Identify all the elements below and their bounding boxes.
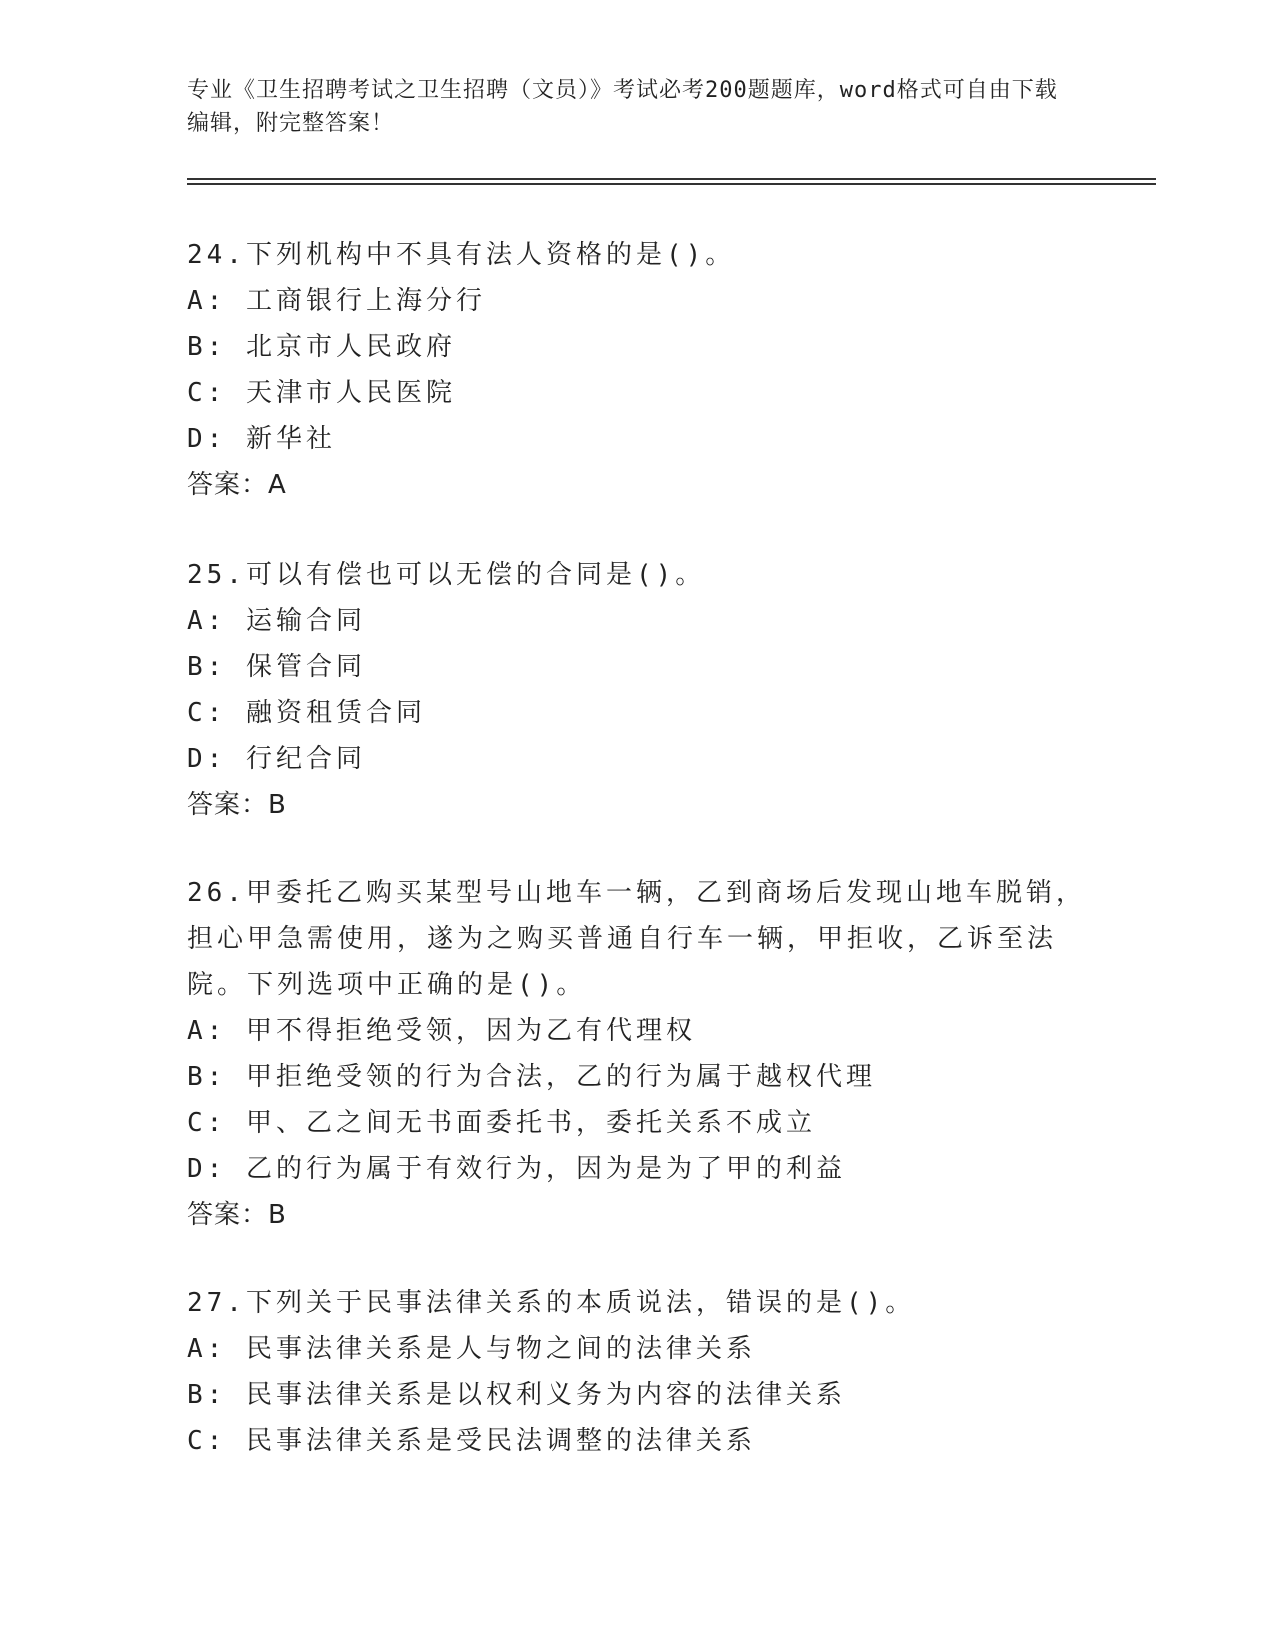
answer: 答案：B <box>187 1200 287 1230</box>
question-24 <box>187 232 1087 508</box>
option-a: A: 运输合同 <box>187 606 366 636</box>
question-26 <box>187 870 1087 1238</box>
option-a: A: 甲不得拒绝受领，因为乙有代理权 <box>187 1016 696 1046</box>
question-27 <box>187 1280 1087 1464</box>
option-d: D: 乙的行为属于有效行为，因为是为了甲的利益 <box>187 1154 846 1184</box>
option-b: B: 北京市人民政府 <box>187 332 456 362</box>
header-divider-top <box>187 178 1156 180</box>
option-b: B: 保管合同 <box>187 652 366 682</box>
option-a: A: 民事法律关系是人与物之间的法律关系 <box>187 1334 756 1364</box>
option-c: C: 天津市人民医院 <box>187 378 456 408</box>
option-c: C: 民事法律关系是受民法调整的法律关系 <box>187 1426 756 1456</box>
header-divider-bottom <box>187 183 1156 185</box>
option-d: D: 新华社 <box>187 424 336 454</box>
option-a: A: 工商银行上海分行 <box>187 286 486 316</box>
document-intro: 专业《卫生招聘考试之卫生招聘（文员）》考试必考200题题库，word格式可自由下载编辑，附完整答案！ <box>187 78 1058 136</box>
question-stem: 25.可以有偿也可以无偿的合同是()。 <box>187 560 706 590</box>
option-b: B: 甲拒绝受领的行为合法，乙的行为属于越权代理 <box>187 1062 876 1092</box>
question-25 <box>187 552 1087 828</box>
option-c: C: 融资租赁合同 <box>187 698 426 728</box>
question-stem: 26.甲委托乙购买某型号山地车一辆，乙到商场后发现山地车脱销，担心甲急需使用，遂为之购买普通自行车一辆，甲拒收，乙诉至法院。下列选项中正确的是()。 <box>187 878 1086 1000</box>
option-b: B: 民事法律关系是以权利义务为内容的法律关系 <box>187 1380 846 1410</box>
question-stem: 24.下列机构中不具有法人资格的是()。 <box>187 240 736 270</box>
answer: 答案：B <box>187 790 287 820</box>
option-d: D: 行纪合同 <box>187 744 366 774</box>
question-stem: 27.下列关于民事法律关系的本质说法，错误的是()。 <box>187 1288 916 1318</box>
option-c: C: 甲、乙之间无书面委托书，委托关系不成立 <box>187 1108 816 1138</box>
answer: 答案：A <box>187 470 287 500</box>
